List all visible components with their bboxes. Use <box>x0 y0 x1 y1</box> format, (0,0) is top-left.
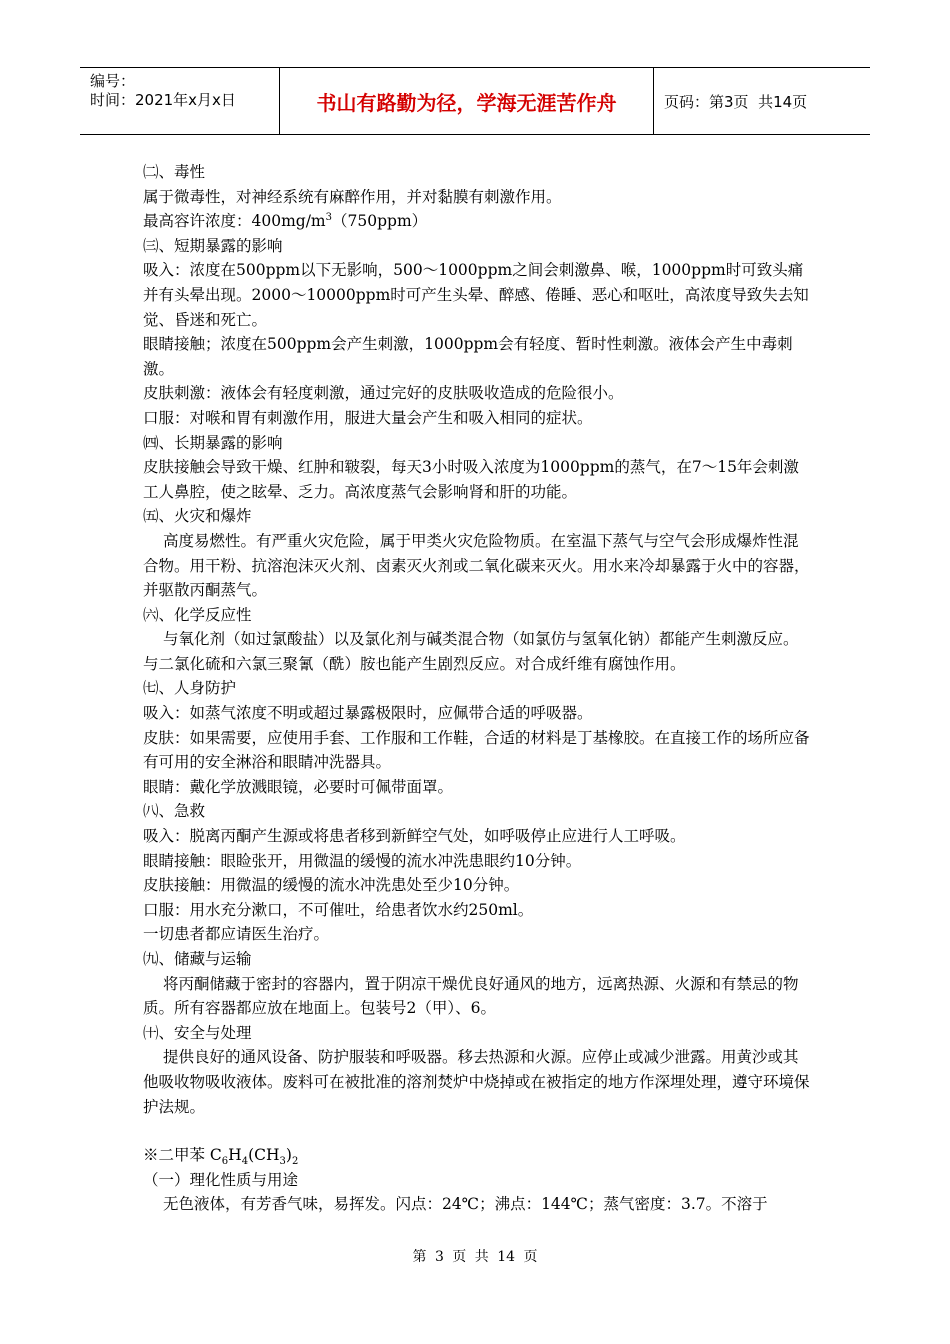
header-motto: 书山有路勤为径，学海无涯苦作舟 <box>280 68 654 134</box>
paragraph: 将丙酮储藏于密封的容器内，置于阴凉干燥优良好通风的地方，远离热源、火源和有禁忌的物质。所有容器都应放在地面上。包装号2（甲）、6。 <box>143 974 799 1018</box>
paragraph: 皮肤接触会导致干燥、红肿和皲裂，每天3小时吸入浓度为1000ppm的蒸气，在7～15年会刺激工人鼻腔，使之眩晕、乏力。高浓度蒸气会影响肾和肝的功能。 <box>143 458 799 501</box>
paragraph: 吸入：如蒸气浓度不明或超过暴露极限时，应佩带合适的呼吸器。 <box>143 704 593 723</box>
section-title: ㈥、化学反应性 <box>143 605 252 624</box>
paragraph: 眼睛接触；浓度在500ppm会产生刺激，1000ppm会有轻度、暂时性刺激。液体会产生中毒刺激。 <box>143 335 793 378</box>
section-title: ㈢、短期暴露的影响 <box>143 236 283 255</box>
paragraph: 与氧化剂（如过氯酸盐）以及氯化剂与碱类混合物（如氯仿与氢氧化钠）都能产生刺激反应。与二氯化硫和六氯三聚氰（酰）胺也能产生剧烈反应。对合成纤维有腐蚀作用。 <box>143 630 799 673</box>
paragraph: 高度易燃性。有严重火灾危险，属于甲类火灾危险物质。在室温下蒸气与空气会形成爆炸性混合物。用干粉、抗溶泡沫灭火剂、卤素灭火剂或二氧化碳来灭火。用水来冷却暴露于火中的容器，并驱散丙酮蒸气。 <box>143 531 810 600</box>
section-title: ㈧、急救 <box>143 802 206 821</box>
paragraph: 无色液体，有芳香气味，易挥发。闪点：24℃；沸点：144℃；蒸气密度：3.7。不溶于 <box>163 1195 768 1214</box>
section-title: （一）理化性质与用途 <box>143 1170 299 1189</box>
paragraph: 皮肤刺激：液体会有轻度刺激，通过完好的皮肤吸收造成的危险很小。 <box>143 384 624 403</box>
section-title: ㈤、火灾和爆炸 <box>143 507 252 526</box>
paragraph: 最高容许浓度：$400mg/m^3(750ppm)$ <box>143 212 428 231</box>
document-date: 时间：2021年x月x日 <box>90 91 236 109</box>
paragraph: 口服：对喉和胃有刺激作用，服进大量会产生和吸入相同的症状。 <box>143 408 593 427</box>
section-title: ㈣、长期暴露的影响 <box>143 433 283 452</box>
paragraph: 皮肤：如果需要，应使用手套、工作服和工作鞋，合适的材料是丁基橡胶。在直接工作的场所应备有可用的安全淋浴和眼睛冲洗器具。 <box>143 728 810 772</box>
paragraph: 属于微毒性，对神经系统有麻醉作用，并对黏膜有刺激作用。 <box>143 187 562 206</box>
section-title: ㈦、人身防护 <box>143 679 237 698</box>
header-meta <box>80 68 280 134</box>
page-footer: 第 3 页 共 14 页 <box>412 1249 538 1265</box>
chemical-heading: ※二甲苯 $C_6H_4(CH_3)_2$ <box>143 1146 299 1168</box>
document-number: 编号： <box>90 72 136 90</box>
paragraph: 眼睛接触：眼睑张开，用微温的缓慢的流水冲洗患眼约10分钟。 <box>143 851 582 870</box>
spacer <box>143 1119 813 1143</box>
paragraph: 口服：用水充分漱口，不可催吐，给患者饮水约250ml。 <box>143 900 534 919</box>
header-table <box>80 67 870 135</box>
header-page-info: 页码：第3页 共14页 <box>664 92 808 111</box>
paragraph: 提供良好的通风设备、防护服装和呼吸器。移去热源和火源。应停止或减少泄露。用黄沙或其他吸收物吸收液体。废料可在被批准的溶剂焚炉中烧掉或在被指定的地方作深埋处理，遵守环境保护法规。 <box>143 1048 810 1116</box>
paragraph: 眼睛：戴化学放溅眼镜，必要时可佩带面罩。 <box>143 777 454 796</box>
section-title: ㈨、储藏与运输 <box>143 950 252 968</box>
section-title: ㈡、毒性 <box>143 163 206 181</box>
paragraph: 皮肤接触：用微温的缓慢的流水冲洗患处至少10分钟。 <box>143 876 520 895</box>
paragraph: 一切患者都应请医生治疗。 <box>143 925 330 944</box>
paragraph: 吸入：浓度在500ppm以下无影响，500～1000ppm之间会刺激鼻、喉，1000ppm时可致头痛并有头晕出现。2000～10000ppm时可产生头晕、醉感、倦睡、恶心和呕吐，高浓度导致失去知觉、昏迷和死亡。 <box>143 261 809 329</box>
document-body <box>143 160 813 1217</box>
section-title: ㈩、安全与处理 <box>143 1023 252 1042</box>
paragraph: 吸入：脱离丙酮产生源或将患者移到新鲜空气处，如呼吸停止应进行人工呼吸。 <box>143 827 686 846</box>
